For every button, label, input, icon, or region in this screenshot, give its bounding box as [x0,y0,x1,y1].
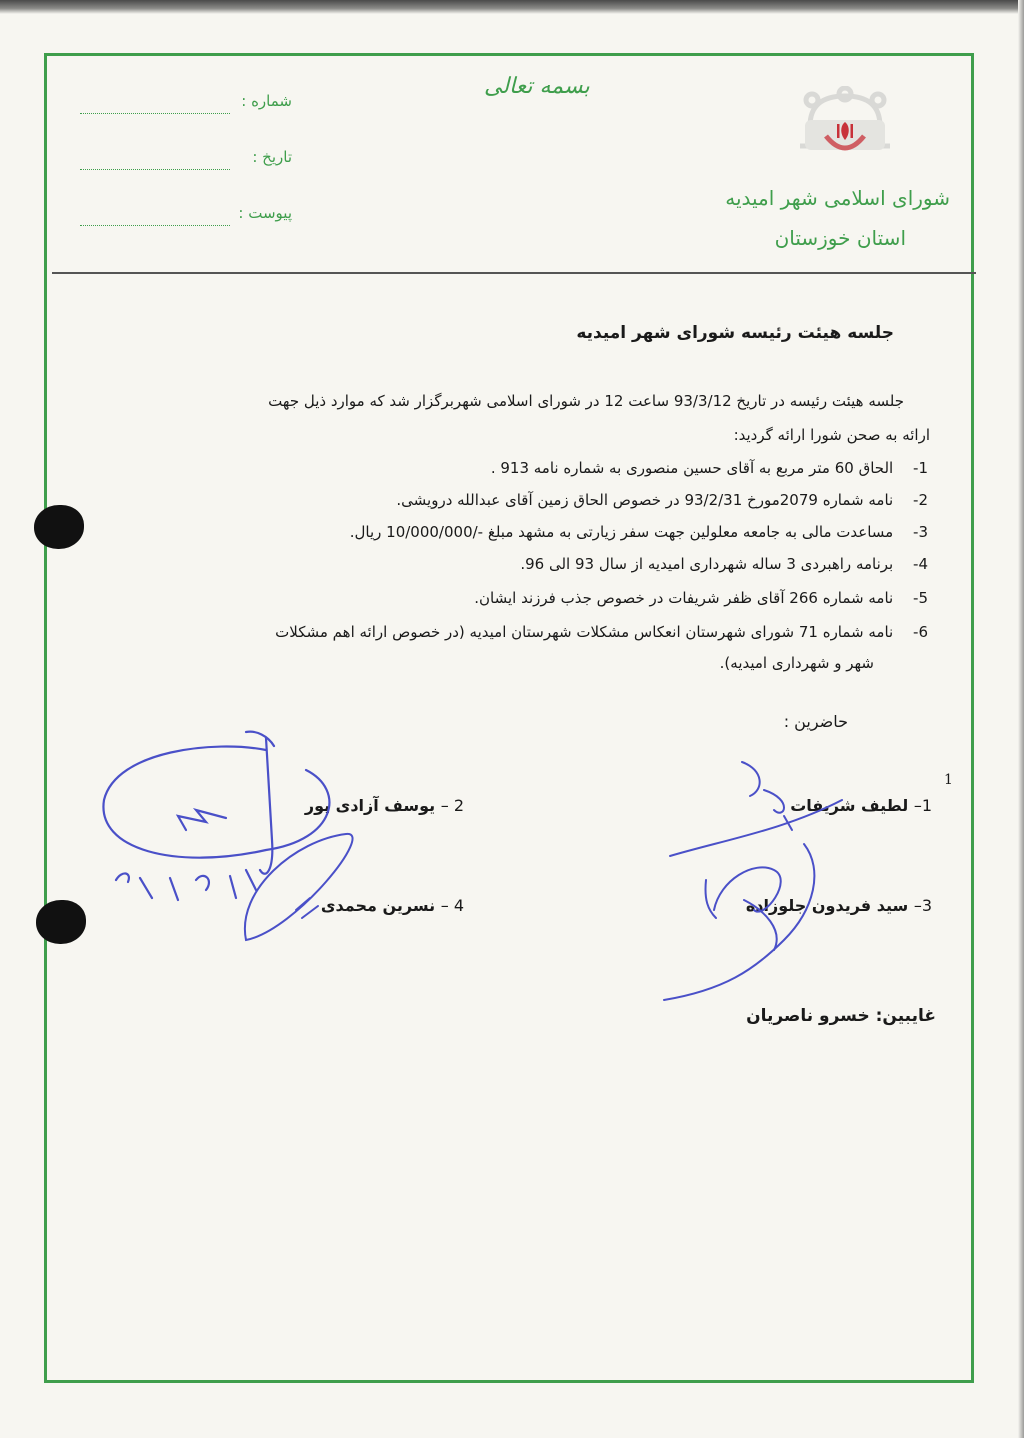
attachment-dotline [80,225,230,226]
number-dotline [80,113,230,114]
attendee-name: لطیف شریفات [790,796,909,815]
council-emblem-icon [790,86,900,168]
date-field [80,148,300,176]
basmala: بسمه تعالی [484,74,590,99]
attendee-name: یوسف آزادی پور [304,796,436,815]
signature-latif-fereydoun [664,760,844,1010]
agenda-item [275,616,928,648]
attachment-label: پیوست : [238,204,292,222]
agenda-item [350,516,928,548]
agenda-item [520,548,928,580]
punch-hole [36,900,86,944]
agenda-item [474,582,928,614]
agenda-item-text: نامه شماره 2079مورخ 93/2/31 در خصوص الحاق زمین آقای عبدالله درویشی. [396,491,894,509]
agenda-item-number: 3- [913,523,928,541]
agenda-item-text: الحاق 60 متر مربع به آقای حسین منصوری به شماره نامه 913 . [490,459,894,477]
attendee-number: 2 – [440,796,464,815]
header-divider [52,272,976,274]
council-name: شورای اسلامی شهر امیدیه [725,186,950,210]
agenda-item-text: برنامه راهبردی 3 ساله شهرداری امیدیه از سال 93 الی 96. [520,555,894,573]
attendee-name: نسرین محمدی [320,896,436,915]
agenda-item-number: 2- [913,491,928,509]
agenda-item [396,484,928,516]
page-number: 1 [944,772,953,788]
punch-hole [34,505,84,549]
agenda-item [491,452,928,484]
number-label: شماره : [241,92,292,110]
present-label: حاضرین : [783,712,848,731]
intro-line-1: جلسه هیئت رئیسه در تاریخ 93/3/12 ساعت 12 در شورای اسلامی شهربرگزار شد که موارد ذیل جهت [268,392,904,410]
attendee-number: 3– [913,896,932,915]
scan-edge [1018,0,1024,1438]
number-field [80,92,300,120]
attendee-number: 1– [913,796,932,815]
agenda-item-text: نامه شماره 71 شورای شهرستان انعکاس مشکلات شهرستان امیدیه (در خصوص ارائه اهم مشکلات [275,623,894,641]
intro-line-2: ارائه به صحن شورا ارائه گردید: [733,426,930,444]
document-title: جلسه هیئت رئیسه شورای شهر امیدیه [576,323,894,343]
scan-edge [0,0,1024,14]
agenda-item-number: 5- [913,589,928,607]
attendee-name: سید فریدون جلوزاده [745,896,909,915]
agenda-item-text: مساعدت مالی به جامعه معلولین جهت سفر زیارتی به مشهد مبلغ -/10/000/000 ریال. [349,523,894,541]
province-name: استان خوزستان [774,226,906,250]
attachment-field [80,204,300,232]
agenda-item-number: 4- [913,555,928,573]
agenda-item-text: نامه شماره 266 آقای ظفر شریفات در خصوص جذب فرزند ایشان. [474,589,894,607]
signature-yousef [96,730,396,970]
absent-members: غایبین: خسرو ناصریان [746,1006,936,1026]
agenda-item-number: 6- [913,623,928,641]
date-label: تاریخ : [252,148,292,166]
date-dotline [80,169,230,170]
agenda-item-continuation: شهر و شهرداری امیدیه). [719,654,874,672]
agenda-item-number: 1- [913,459,928,477]
attendee-number: 4 – [440,896,464,915]
intro-paragraph [144,384,930,452]
